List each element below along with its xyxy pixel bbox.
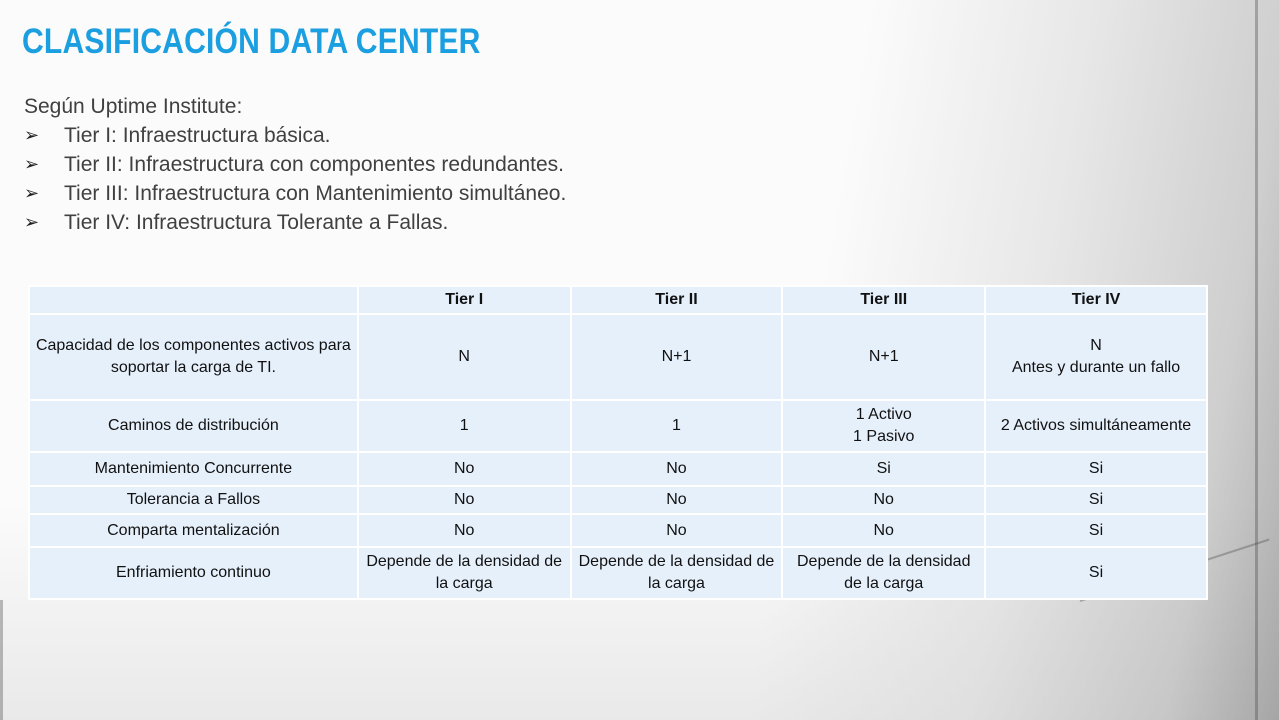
table-cell: Si <box>985 486 1207 514</box>
tier-list-item-text: Tier III: Infraestructura con Mantenimiento simultáneo. <box>64 182 567 205</box>
intro-lead: Según Uptime Institute: <box>24 95 243 118</box>
table-cell: Si <box>782 452 985 486</box>
header-cell-tier-3: Tier III <box>782 286 985 314</box>
tier-list-item-text: Tier IV: Infraestructura Tolerante a Fallas. <box>64 211 449 234</box>
table-cell: No <box>782 514 985 547</box>
header-cell-tier-4: Tier IV <box>985 286 1207 314</box>
table-row <box>29 514 1207 547</box>
table-row <box>29 314 1207 400</box>
row-label: Comparta mentalización <box>29 514 358 547</box>
table-header-row <box>29 286 1207 314</box>
table-cell: No <box>358 486 571 514</box>
table-row <box>29 452 1207 486</box>
row-label: Tolerancia a Fallos <box>29 486 358 514</box>
table-row <box>29 486 1207 514</box>
header-cell-tier-1: Tier I <box>358 286 571 314</box>
table-cell: N+1 <box>571 314 783 400</box>
tier-list-item <box>24 208 566 237</box>
background-window-frame <box>1255 0 1258 720</box>
tier-list-item <box>24 179 566 208</box>
intro-block <box>24 92 566 237</box>
row-label: Enfriamiento continuo <box>29 547 358 599</box>
table-cell: No <box>571 452 783 486</box>
table-cell: 1 <box>358 400 571 452</box>
table-cell: 1 <box>571 400 783 452</box>
tier-list-item <box>24 121 566 150</box>
table-cell: 2 Activos simultáneamente <box>985 400 1207 452</box>
header-cell-empty <box>29 286 358 314</box>
tier-comparison-table <box>28 285 1208 600</box>
table-cell: No <box>782 486 985 514</box>
background-window-frame <box>0 600 3 720</box>
table-row <box>29 547 1207 599</box>
tier-list-item <box>24 150 566 179</box>
table-cell: N <box>358 314 571 400</box>
table-cell: Depende de la densidad de la carga <box>571 547 783 599</box>
tier-list-item-text: Tier I: Infraestructura básica. <box>64 124 331 147</box>
arrow-bullet-icon: ➢ <box>24 212 40 232</box>
table-cell: Depende de la densidad de la carga <box>358 547 571 599</box>
table-cell: Depende de la densidad de la carga <box>782 547 985 599</box>
tier-list <box>24 121 566 237</box>
row-label: Mantenimiento Concurrente <box>29 452 358 486</box>
table-cell: N+1 <box>782 314 985 400</box>
table-cell: No <box>571 486 783 514</box>
arrow-bullet-icon: ➢ <box>24 183 40 203</box>
arrow-bullet-icon: ➢ <box>24 154 40 174</box>
table-cell: Si <box>985 452 1207 486</box>
header-cell-tier-2: Tier II <box>571 286 783 314</box>
table-cell: N Antes y durante un fallo <box>985 314 1207 400</box>
table-cell: No <box>358 452 571 486</box>
arrow-bullet-icon: ➢ <box>24 125 40 145</box>
table-cell: No <box>571 514 783 547</box>
table-cell: Si <box>985 547 1207 599</box>
table-cell: 1 Activo 1 Pasivo <box>782 400 985 452</box>
slide-title: CLASIFICACIÓN DATA CENTER <box>22 22 481 61</box>
table-cell: Si <box>985 514 1207 547</box>
row-label: Capacidad de los componentes activos para soportar la carga de TI. <box>29 314 358 400</box>
row-label: Caminos de distribución <box>29 400 358 452</box>
tier-list-item-text: Tier II: Infraestructura con componentes redundantes. <box>64 153 564 176</box>
table-cell: No <box>358 514 571 547</box>
table-row <box>29 400 1207 452</box>
